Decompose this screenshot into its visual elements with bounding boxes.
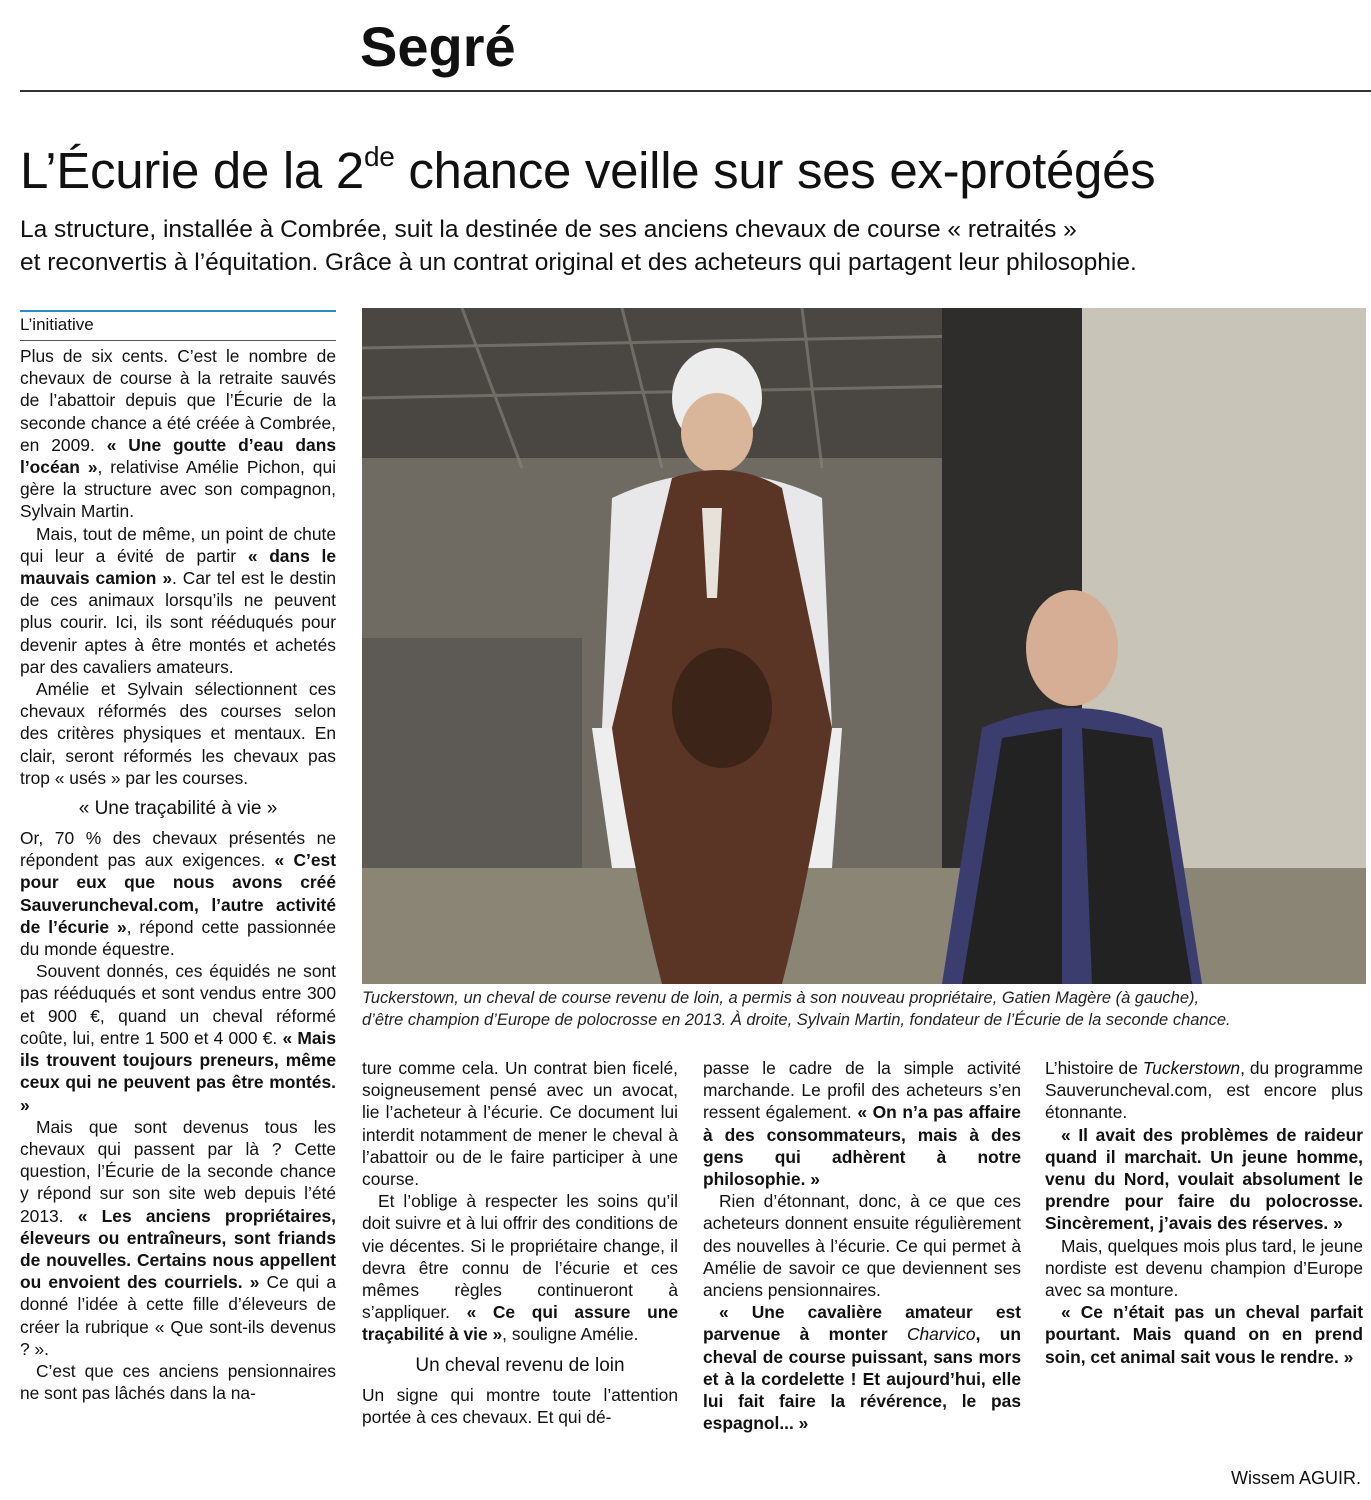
text: Or, 70 % des chevaux présentés ne répondent pas aux exigences. xyxy=(20,828,336,871)
standfirst-line-1: La structure, installée à Combrée, suit la destinée de ses anciens chevaux de course « retraités » xyxy=(20,216,1077,243)
headline xyxy=(20,136,1370,206)
horse-name: Tuckerstown xyxy=(1142,1058,1241,1078)
kicker: L’initiative xyxy=(20,315,94,334)
paragraph xyxy=(1045,1301,1363,1368)
article-column-3 xyxy=(703,1057,1021,1434)
paragraph: Mais, quelques mois plus tard, le jeune nordiste est devenu champion d’Europe avec sa monture. xyxy=(1045,1235,1363,1301)
quote: « On n’a pas affaire à des consommateurs, mais à des gens qui adhèrent à notre philosophie. » xyxy=(703,1102,1021,1190)
paragraph xyxy=(703,1301,1021,1434)
headline-part-2: chance veille sur ses ex-protégés xyxy=(394,142,1156,199)
text: Plus de six cents. C’est le nombre de chevaux de course à la retraite sauvés de l’abattoir depuis que l’Écurie de la seconde chance a été créée à Combrée, en 2009. xyxy=(20,346,336,455)
paragraph xyxy=(20,960,336,1115)
standfirst xyxy=(20,213,1360,279)
text: , du programme Sauveruncheval.com, est encore plus étonnante. xyxy=(1045,1058,1363,1123)
paragraph xyxy=(1045,1057,1363,1124)
caption-line-1: Tuckerstown, un cheval de course revenu de loin, a permis à son nouveau propriétaire, Gatien Magère (à gauche), xyxy=(362,989,1200,1007)
paragraph: Un signe qui montre toute l’attention portée à ces chevaux. Et qui dé- xyxy=(362,1384,678,1427)
paragraph xyxy=(1045,1124,1363,1235)
paragraph: Amélie et Sylvain sélectionnent ces chevaux réformés des courses selon des critères physiques et mentaux. En clair, seront réformés les chevaux pas trop « usés » par les courses. xyxy=(20,679,336,788)
text: . Car tel est le destin de ces animaux lorsqu’ils ne peuvent plus courir. Ici, ils sont rééduqués pour devenir aptes à être montés et achetés par des cavaliers amateurs. xyxy=(20,568,336,677)
quote: « C’est pour eux que nous avons créé Sauveruncheval.com, l’autre activité de l’écurie » xyxy=(20,850,336,937)
paragraph: C’est que ces anciens pensionnaires ne sont pas lâchés dans la na- xyxy=(20,1360,336,1404)
text: L’histoire de xyxy=(1045,1058,1143,1078)
quote: « Les anciens propriétaires, éleveurs ou entraîneurs, sont friands de nouvelles. Certains nous appellent ou envoient des courriels. » xyxy=(20,1205,336,1293)
paragraph xyxy=(20,523,336,678)
kicker-rule-bottom xyxy=(20,340,336,341)
horse-name: Charvico xyxy=(906,1324,976,1345)
paragraph xyxy=(362,1190,678,1345)
quote: « Une cavalière amateur est parvenue à monter xyxy=(703,1302,1021,1345)
text: Mais que sont devenus tous les chevaux qui passent par là ? Cette question, l’Écurie de la seconde chance y répond sur son site web depuis l’été 2013. xyxy=(20,1116,336,1226)
paragraph xyxy=(703,1057,1021,1190)
subheading: Un cheval revenu de loin xyxy=(415,1354,625,1376)
paragraph xyxy=(20,1116,336,1360)
quote: « Une goutte d’eau dans l’océan » xyxy=(20,434,336,478)
kicker-rule-top xyxy=(20,310,336,312)
article-column-1 xyxy=(20,345,336,1404)
text: , souligne Amélie. xyxy=(502,1324,639,1345)
quote: , un cheval de course puissant, sans mors et à la cordelette ! Et aujourd’hui, elle lui fait faire la révérence, le pas espagnol... » xyxy=(703,1324,1021,1434)
headline-part-1: L’Écurie de la 2 xyxy=(20,142,364,199)
standfirst-line-2: et reconvertis à l’équitation. Grâce à un contrat original et des acheteurs qui partagent leur philosophie. xyxy=(20,249,1137,276)
text: Ce qui a donné l’idée à cette fille d’éleveurs de créer la rubrique « Que sont-ils devenus ? ». xyxy=(20,1272,336,1359)
header-divider xyxy=(20,90,1371,92)
text: , relativise Amélie Pichon, qui gère la structure avec son compagnon, Sylvain Martin. xyxy=(20,457,336,522)
quote: « Ce qui assure une traçabilité à vie » xyxy=(362,1302,678,1345)
section-title: Segré xyxy=(360,15,516,78)
subheading: « Une traçabilité à vie » xyxy=(78,798,278,820)
caption-line-2: d’être champion d’Europe de polocrosse en 2013. À droite, Sylvain Martin, fondateur de l’Écurie de la seconde chance. xyxy=(362,1011,1231,1029)
photo-caption xyxy=(362,987,1366,1031)
text: Mais, tout de même, un point de chute qui leur a évité de partir xyxy=(20,523,336,566)
article-column-4 xyxy=(1045,1057,1363,1368)
article-column-2 xyxy=(362,1057,678,1428)
photo-illustration xyxy=(362,308,1366,984)
quote: « Mais ils trouvent toujours preneurs, même ceux qui ne peuvent pas être montés. » xyxy=(20,1027,336,1115)
text: Et l’oblige à respecter les soins qu’il doit suivre et à lui offrir des conditions de vie décentes. Si le propriétaire change, il devra être connu de l’écurie et ces mêmes règles continueront à s’appliquer. xyxy=(362,1191,678,1323)
paragraph: Rien d’étonnant, donc, à ce que ces acheteurs donnent ensuite régulièrement des nouvelles à l’écurie. Ce qui permet à Amélie de savoir ce que deviennent ses anciens pensionnaires. xyxy=(703,1191,1021,1301)
text: Souvent donnés, ces équidés ne sont pas rééduqués et sont vendus entre 300 et 900 €, quand un cheval réformé coûte, lui, entre 1 500 et 4 000 €. xyxy=(20,961,336,1048)
headline-superscript: de xyxy=(363,141,395,172)
quote: « dans le mauvais camion » xyxy=(20,545,336,589)
text: , répond cette passionnée du monde équestre. xyxy=(20,916,337,960)
article-photo xyxy=(362,308,1366,984)
paragraph: ture comme cela. Un contrat bien ficelé, soigneusement pensé avec un avocat, lie l’acheteur à l’écurie. Ce document lui interdit notamment de mener le cheval à l’abattoir ou de le faire participer à une course. xyxy=(362,1058,678,1190)
quote: « Ce n’était pas un cheval parfait pourtant. Mais quand on en prend soin, cet animal sait vous le rendre. » xyxy=(1045,1302,1363,1367)
quote: « Il avait des problèmes de raideur quand il marchait. Un jeune homme, venu du Nord, voulait absolument le prendre pour faire du polocrosse. Sincèrement, j’avais des réserves. » xyxy=(1045,1124,1363,1234)
paragraph xyxy=(20,345,336,523)
paragraph xyxy=(20,827,336,960)
text: passe le cadre de la simple activité marchande. Le profil des acheteurs s’en ressent également. xyxy=(703,1058,1021,1123)
author-signature: Wissem AGUIR. xyxy=(1230,1468,1361,1488)
